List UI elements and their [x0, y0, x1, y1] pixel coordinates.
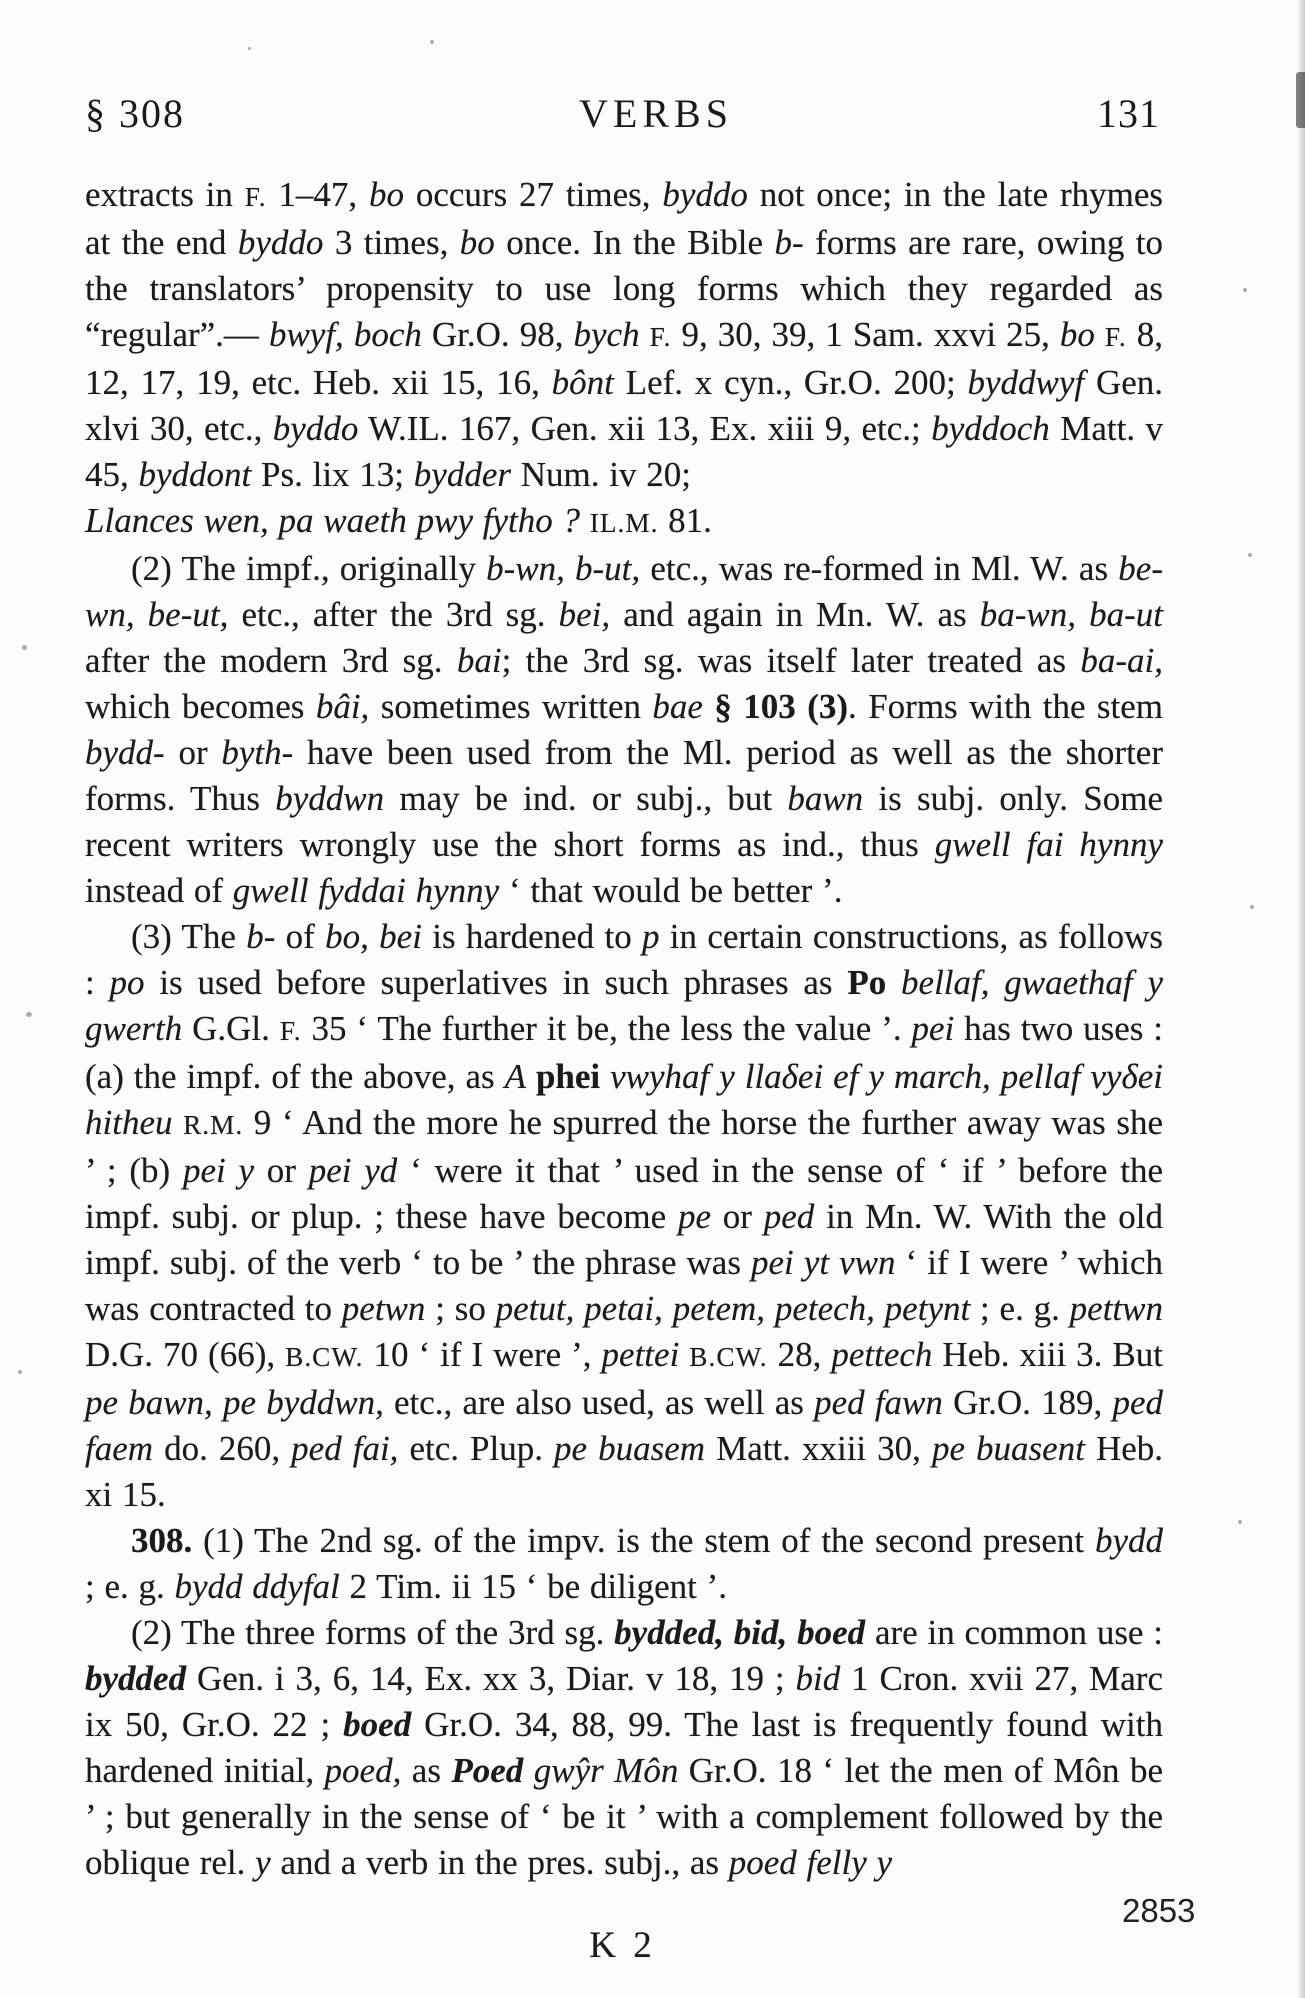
- scan-speck: [248, 47, 251, 50]
- text-segment: F.: [279, 1016, 302, 1046]
- text-segment: or: [164, 733, 222, 772]
- page-header: [85, 90, 1160, 137]
- text-segment: pe: [677, 1197, 711, 1236]
- text-segment: once. In the Bible: [494, 223, 775, 262]
- scan-speck: [1250, 905, 1254, 909]
- section-ref: § 308: [85, 91, 185, 136]
- text-segment: bych: [573, 315, 640, 354]
- text-segment: bo, bei: [325, 917, 422, 956]
- text-segment: Gr.O. 34, 88, 99. The last is frequently found with hardened initial,: [85, 1705, 1163, 1790]
- text-segment: § 103 (3): [714, 687, 849, 726]
- text-segment: D.G. 70 (66),: [85, 1335, 286, 1374]
- text-segment: B.CW.: [285, 1342, 364, 1372]
- text-segment: ‘ that would be better ’.: [499, 871, 843, 910]
- running-title: VERBS: [579, 91, 733, 136]
- text-segment: G.Gl.: [182, 1009, 280, 1048]
- text-segment: occurs 27 times,: [404, 175, 663, 214]
- text-segment: (2) The three forms of the 3rd sg.: [131, 1613, 615, 1652]
- text-segment: bydder: [413, 455, 511, 494]
- text-segment: poed felly y: [728, 1843, 893, 1882]
- text-segment: b-wn, b-ut,: [486, 549, 641, 588]
- text-segment: 1 Cron. xvii 27, Marc ix 50, Gr.O. 22 ;: [85, 1659, 1163, 1744]
- text-segment: pei yd: [308, 1151, 398, 1190]
- text-segment: and again in Mn. W. as: [610, 595, 980, 634]
- text-segment: ped faem: [85, 1383, 1163, 1468]
- text-segment: R.M.: [183, 1110, 244, 1140]
- text-segment: in certain constructions, as follows :: [85, 917, 1163, 1002]
- text-segment: ba-ai,: [1080, 641, 1163, 680]
- text-segment: 3 times,: [323, 223, 460, 262]
- text-segment: 28,: [767, 1335, 832, 1374]
- text-segment: is hardened to: [421, 917, 642, 956]
- text-segment: etc., after the 3rd sg.: [228, 595, 559, 634]
- paragraph: [85, 914, 1163, 1518]
- text-segment: 35 ‘ The further it be, the less the value ’.: [301, 1009, 912, 1048]
- text-segment: byddwyf: [967, 363, 1085, 402]
- text-segment: byddo: [237, 223, 324, 262]
- text-segment: petut, petai, petem, petech, petynt: [495, 1289, 971, 1328]
- text-segment: Gr.O. 18 ‘ let the men of Môn be ’ ; but generally in the sense of ‘ be it ’ with a complement followed by the oblique rel.: [85, 1751, 1163, 1882]
- text-segment: Poed: [451, 1751, 524, 1790]
- text-segment: [172, 1103, 183, 1142]
- scan-speck: [640, 1856, 643, 1859]
- text-segment: phei: [535, 1057, 601, 1096]
- text-segment: poed,: [324, 1751, 402, 1790]
- text-segment: ; the 3rd sg. was itself later treated as: [501, 641, 1081, 680]
- scan-speck: [1243, 288, 1247, 292]
- text-segment: [703, 687, 714, 726]
- paragraph: [85, 1610, 1163, 1886]
- text-segment: do. 260,: [153, 1429, 292, 1468]
- text-segment: ped fai,: [291, 1429, 399, 1468]
- text-segment: bônt: [551, 363, 614, 402]
- text-segment: bydd ddyfal: [174, 1567, 340, 1606]
- text-segment: vwyhaf y llaδei ef y march, pellaf vyδei hitheu: [85, 1057, 1163, 1142]
- plate-number: 2853: [1122, 1892, 1196, 1929]
- text-segment: Ps. lix 13;: [251, 455, 414, 494]
- text-segment: which becomes: [85, 687, 316, 726]
- text-segment: bae: [652, 687, 703, 726]
- text-segment: is used before superlatives in such phrases as: [144, 963, 848, 1002]
- text-segment: of: [275, 917, 326, 956]
- text-segment: petwn: [341, 1289, 426, 1328]
- text-segment: and a verb in the pres. subj., as: [270, 1843, 729, 1882]
- text-segment: not once; in the late rhymes at the end: [85, 175, 1163, 262]
- text-segment: [1095, 315, 1105, 354]
- text-segment: Gen. i 3, 6, 14, Ex. xx 3, Diar. v 18, 19 ;: [186, 1659, 796, 1698]
- text-segment: ; so: [425, 1289, 496, 1328]
- text-segment: 308.: [131, 1521, 193, 1560]
- text-segment: 9, 30, 39, 1 Sam. xxvi 25,: [671, 315, 1060, 354]
- text-segment: bai: [456, 641, 502, 680]
- text-segment: byddo: [662, 175, 748, 214]
- text-segment: sometimes written: [369, 687, 653, 726]
- text-segment: (3) The: [131, 917, 247, 956]
- page-body: [85, 172, 1163, 1886]
- scan-speck: [26, 1012, 32, 1017]
- text-segment: 1–47,: [266, 175, 370, 214]
- text-segment: bid: [795, 1659, 841, 1698]
- text-segment: gwell fyddai hynny: [232, 871, 500, 910]
- text-segment: bo: [369, 175, 405, 214]
- text-segment: ‘ were it that ’ used in the sense of ‘ if ’ before the impf. subj. or plup. ; these have become: [85, 1151, 1164, 1236]
- text-segment: Gr.O. 98,: [421, 315, 574, 354]
- text-segment: forms are rare, owing to the translators’ propensity to use long forms which they regarded as “regular”.—: [85, 223, 1164, 354]
- scan-speck: [1238, 1520, 1242, 1524]
- text-segment: [640, 315, 650, 354]
- text-segment: (1) The 2nd sg. of the impv. is the stem of the second present: [192, 1521, 1095, 1560]
- text-segment: [526, 1057, 536, 1096]
- text-segment: bydded: [85, 1659, 187, 1698]
- scan-speck: [22, 645, 27, 650]
- text-segment: Num. iv 20;: [510, 455, 691, 494]
- text-segment: or: [254, 1151, 309, 1190]
- text-segment: pe buasent: [931, 1429, 1085, 1468]
- text-segment: IL.M.: [589, 508, 659, 538]
- text-segment: bei,: [558, 595, 611, 634]
- text-segment: ba-wn, ba-ut: [979, 595, 1163, 634]
- text-segment: are in common use :: [865, 1613, 1164, 1652]
- text-segment: ped fawn: [814, 1383, 943, 1422]
- text-segment: has two uses : (a) the impf. of the above, as: [85, 1009, 1164, 1096]
- text-segment: byddo: [272, 409, 359, 448]
- text-segment: 10 ‘ if I were ’,: [363, 1335, 602, 1374]
- text-segment: instead of: [85, 871, 233, 910]
- text-segment: ‘ if I were ’ which was contracted to: [85, 1243, 1163, 1328]
- text-segment: bydd: [1094, 1521, 1163, 1560]
- text-segment: pettei: [601, 1335, 680, 1374]
- scan-speck: [18, 1370, 22, 1374]
- text-segment: [679, 1335, 689, 1374]
- text-segment: F.: [649, 322, 672, 352]
- text-segment: 8, 12, 17, 19, etc. Heb. xii 15, 16,: [85, 315, 1164, 402]
- text-segment: . Forms with the stem: [848, 687, 1164, 726]
- text-segment: pettech: [831, 1335, 933, 1374]
- text-segment: bâi,: [315, 687, 370, 726]
- text-segment: 81.: [658, 501, 712, 540]
- text-segment: po: [109, 963, 145, 1002]
- text-segment: boed: [343, 1705, 412, 1744]
- text-segment: 2 Tim. ii 15 ‘ be diligent ’.: [339, 1567, 727, 1606]
- text-segment: have been used from the Ml. period as well as the shorter forms. Thus: [85, 733, 1163, 818]
- text-segment: (2) The impf., originally: [131, 549, 487, 588]
- paragraph: [85, 498, 1163, 546]
- text-segment: gwell fai hynny: [934, 825, 1163, 864]
- text-segment: bydd-: [85, 733, 165, 772]
- page-number: 131: [1097, 91, 1160, 136]
- text-segment: byddont: [138, 455, 252, 494]
- text-segment: y: [255, 1843, 271, 1882]
- text-segment: be-wn, be-ut,: [85, 549, 1163, 634]
- scan-speck: [430, 40, 434, 44]
- text-segment: pei yt vwn: [751, 1243, 896, 1282]
- text-segment: bellaf, gwaethaf y gwerth: [85, 963, 1163, 1048]
- text-segment: as: [401, 1751, 452, 1790]
- text-segment: pei: [911, 1009, 955, 1048]
- signature-mark: K 2: [589, 1925, 656, 1966]
- text-segment: p: [642, 917, 660, 956]
- text-segment: pettwn: [1069, 1289, 1163, 1328]
- scan-speck: [1248, 553, 1252, 557]
- text-segment: etc. Plup.: [398, 1429, 555, 1468]
- text-segment: after the modern 3rd sg.: [85, 641, 457, 680]
- text-segment: Heb. xi 15.: [85, 1429, 1164, 1514]
- text-segment: b-: [246, 917, 276, 956]
- text-segment: Gr.O. 189,: [942, 1383, 1113, 1422]
- scan-edge-shadow: [1297, 0, 1305, 1998]
- text-segment: F.: [244, 182, 267, 212]
- text-segment: Lef. x cyn., Gr.O. 200;: [613, 363, 968, 402]
- paragraph: [85, 1518, 1163, 1610]
- text-segment: byth-: [221, 733, 294, 772]
- text-segment: ; e. g.: [970, 1289, 1070, 1328]
- text-segment: B.CW.: [689, 1342, 768, 1372]
- text-segment: is subj. only. Some recent writers wrongly use the short forms as ind., thus: [85, 779, 1163, 864]
- text-segment: pei y: [182, 1151, 255, 1190]
- text-segment: may be ind. or subj., but: [384, 779, 788, 818]
- text-segment: extracts in: [85, 175, 245, 214]
- text-segment: W.IL. 167, Gen. xii 13, Ex. xiii 9, etc.;: [358, 409, 932, 448]
- text-segment: byddwn: [275, 779, 385, 818]
- text-segment: ; e. g.: [85, 1567, 175, 1606]
- text-segment: or: [711, 1197, 764, 1236]
- text-segment: A: [504, 1057, 526, 1096]
- text-segment: gwŷr Môn: [523, 1751, 679, 1790]
- text-segment: Llances wen, pa waeth pwy fytho ?: [85, 501, 590, 540]
- scan-edge-mark: [1296, 72, 1305, 128]
- text-segment: bawn: [787, 779, 864, 818]
- text-segment: pe buasem: [554, 1429, 706, 1468]
- text-segment: Gen. xlvi 30, etc.,: [85, 363, 1164, 448]
- text-segment: Matt. xxiii 30,: [705, 1429, 932, 1468]
- text-segment: bo: [459, 223, 495, 262]
- text-segment: bydded, bid, boed: [614, 1613, 866, 1652]
- text-segment: F.: [1104, 322, 1127, 352]
- text-segment: Matt. v 45,: [85, 409, 1163, 494]
- paragraph: [85, 546, 1163, 914]
- text-segment: byddoch: [931, 409, 1050, 448]
- text-segment: ped: [763, 1197, 815, 1236]
- text-segment: in Mn. W. With the old impf. subj. of the verb ‘ to be ’ the phrase was: [85, 1197, 1164, 1282]
- text-segment: bwyf, boch: [268, 315, 422, 354]
- paragraph: [85, 172, 1163, 498]
- text-segment: pe bawn, pe byddwn,: [85, 1383, 384, 1422]
- text-segment: etc., are also used, as well as: [383, 1383, 815, 1422]
- text-segment: 9 ‘ And the more he spurred the horse the further away was she ’ ; (b): [85, 1103, 1163, 1190]
- text-segment: etc., was re-formed in Ml. W. as: [640, 549, 1119, 588]
- text-segment: Heb. xiii 3. But: [932, 1335, 1163, 1374]
- text-segment: b-: [774, 223, 804, 262]
- text-segment: bo: [1059, 315, 1095, 354]
- text-segment: Po: [847, 963, 887, 1002]
